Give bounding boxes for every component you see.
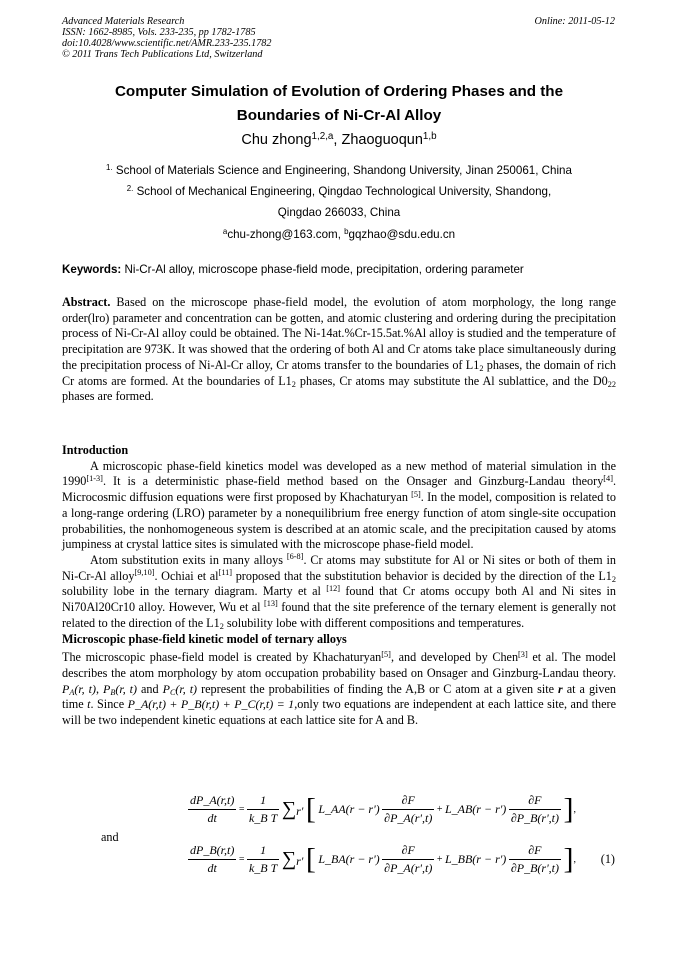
eq2-term2-num: ∂F xyxy=(509,843,561,860)
citation-5[interactable]: [5] xyxy=(411,489,421,499)
eq1-term1-num: ∂F xyxy=(382,793,434,810)
intro-p2-text-2: . Cr atoms may substitute for Al or Ni sites or both of them in Ni-Cr-Al alloy xyxy=(62,552,616,583)
symbol-pa xyxy=(62,682,96,696)
author-2: Zhaoguoqun xyxy=(341,132,423,148)
intro-p1-text-3: . Microcosmic diffusion equations were first proposed by Khachaturyan xyxy=(62,474,616,505)
citation-3[interactable]: [3] xyxy=(518,649,528,659)
eq1-lhs-num: dP_A(r,t) xyxy=(188,793,236,810)
copyright-line: © 2011 Trans Tech Publications Ltd, Switzerland xyxy=(62,49,263,60)
eq2-coef-num: 1 xyxy=(247,843,279,860)
symbol-pc xyxy=(163,682,197,696)
abstract xyxy=(62,295,616,405)
model-and: and xyxy=(137,681,163,696)
affiliation-1-text: School of Materials Science and Engineering, Shandong University, Jinan 250061, China xyxy=(115,164,572,177)
intro-p1-text-1: A microscopic phase-field kinetics model was developed as a new method of material simulation in the 1990 xyxy=(62,458,616,489)
journal-name: Advanced Materials Research xyxy=(62,16,185,27)
eq2-term2: L_BB(r − r') xyxy=(444,852,507,866)
probability-sum-equation: P_A(r,t) + P_B(r,t) + P_C(r,t) = 1 xyxy=(127,697,295,712)
eq2-term1-den: ∂P_A(r',t) xyxy=(384,861,433,875)
eq1-term2: L_AB(r − r') xyxy=(444,802,507,816)
email-a-marker: a xyxy=(222,226,228,236)
abstract-text-1: Based on the microscope phase-field model, the evolution of atom morphology, the long range order(lro) parameter and concentration can be gotten, and atomic clustering and ordering during the precipitation process of Ni-Cr-Al alloy could be obtained. The Ni-14at.%Cr-15.5at.%Al alloy is studied and the temperature of precipitation are 973K. It was showed that the ordering of both Al and Cr atoms take place simultaneously during the precipitation process of Ni-Al-Cr alloy, Cr atoms transfer to the boundaries of L1 xyxy=(62,295,617,372)
eq1-plus: + xyxy=(436,804,443,815)
intro-p2-text-7: found that the site preference of the ternary element is generally not related to the direction of the L1 xyxy=(62,600,616,630)
author-1: Chu zhong xyxy=(241,132,312,148)
intro-p2-text-5: solubility lobe in the ternary diagram. Marty et al xyxy=(62,584,327,599)
affiliation-2-number: 2. xyxy=(126,183,134,193)
pc-args: (r, t) xyxy=(175,681,198,696)
eq1-term2-den: ∂P_B(r',t) xyxy=(510,811,559,825)
eq2-plus: + xyxy=(436,854,443,865)
introduction-heading: Introduction xyxy=(62,443,129,457)
citation-1-3[interactable]: [1-3] xyxy=(86,473,103,483)
intro-paragraph-2 xyxy=(62,553,616,632)
intro-paragraph-1 xyxy=(62,459,616,553)
model-heading: Microscopic phase-field kinetic model of ternary alloys xyxy=(62,632,347,647)
email-a-link[interactable]: chu-zhong@163.com, xyxy=(227,228,345,241)
model-text-3: et al. The model describes the atom morphology by atom occupation probability based on Onsager and Ginzburg-Landau theory. xyxy=(62,650,616,680)
symbol-r: r xyxy=(558,681,563,696)
citation-12[interactable]: [12] xyxy=(326,583,341,593)
model-text-2: , and developed by Chen xyxy=(390,650,519,665)
online-date: Online: 2011-05-12 xyxy=(534,16,615,27)
affiliation-1-number: 1. xyxy=(106,162,113,172)
citation-9-10[interactable]: [9,10] xyxy=(134,568,155,578)
eq2-lhs-den: dt xyxy=(207,861,217,875)
eq2-left-bracket: [ xyxy=(305,842,316,876)
author-2-affil: 1,b xyxy=(422,130,437,142)
model-comma: , xyxy=(95,681,104,696)
model-text-5: at a given time xyxy=(62,681,617,712)
affiliation-2-line-2: Qingdao 266033, China xyxy=(277,206,401,219)
eq1-sum-symbol: ∑ xyxy=(281,798,297,820)
eq2-sum-index: r' xyxy=(296,854,304,869)
intro-p2-text-6: found that Cr atoms occupy both Al and Ni sites in Ni70Al20Cr10 alloy. However, Wu et al xyxy=(62,584,616,615)
intro-p2-sub-1: 2 xyxy=(611,575,617,585)
email-b-link[interactable]: gqzhao@sdu.edu.cn xyxy=(348,228,456,241)
eq2-comma: , xyxy=(573,854,576,865)
intro-p2-text-4: proposed that the substitution behavior is decided by the direction of the L1 xyxy=(232,568,612,583)
eq2-term1: L_BA(r − r') xyxy=(318,852,380,866)
pb-sub: B xyxy=(110,687,116,697)
eq1-term1-frac xyxy=(382,793,434,826)
eq1-coef xyxy=(247,793,279,826)
intro-p2-text-8: solubility lobe with different compositions and temperatures. xyxy=(223,615,525,630)
abstract-sub-3: 22 xyxy=(607,380,616,389)
abstract-sub-2: 2 xyxy=(291,380,296,389)
pb-letter: P xyxy=(103,681,111,696)
eq2-coef-den: k_B T xyxy=(248,861,278,875)
email-line xyxy=(62,225,616,245)
model-paragraph xyxy=(62,650,616,729)
intro-p1-text-2: . It is a deterministic phase-field method based on the Onsager and Ginzburg-Landau theory xyxy=(102,474,604,489)
abstract-text-2: phases, the domain of rich Cr atoms are formed. At the boundaries of L1 xyxy=(62,357,616,388)
author-separator: , xyxy=(333,132,342,148)
eq1-term1: L_AA(r − r') xyxy=(318,802,380,816)
abstract-text-4: phases are formed. xyxy=(62,389,154,404)
eq1-right-bracket: ] xyxy=(563,792,574,826)
title-line-2: Boundaries of Ni-Cr-Al Alloy xyxy=(236,107,442,124)
intro-p2-text-1: Atom substitution exits in many alloys xyxy=(90,552,287,567)
eq2-term1-num: ∂F xyxy=(382,843,434,860)
pa-sub: A xyxy=(69,687,75,697)
model-text-1: The microscopic phase-field model is created by Khachaturyan xyxy=(62,650,382,665)
title-line-1: Computer Simulation of Evolution of Ordering Phases and the xyxy=(114,83,564,100)
affiliation-1 xyxy=(62,160,616,181)
eq1-coef-den: k_B T xyxy=(248,811,278,825)
affiliation-2 xyxy=(62,181,616,223)
and-connector: and xyxy=(101,830,119,844)
eq2-lhs-num: dP_B(r,t) xyxy=(188,843,236,860)
issn-line: ISSN: 1662-8985, Vols. 233-235, pp 1782-1785 xyxy=(62,27,256,38)
pa-args: (r, t) xyxy=(74,681,96,696)
intro-p2-sub-2: 2 xyxy=(219,622,224,632)
eq1-term2-num: ∂F xyxy=(509,793,561,810)
model-text-7: ,only two equations are independent at each lattice site, and there will be two independent kinetic equations at each lattice site for A and B. xyxy=(62,697,616,727)
symbol-t: t xyxy=(87,697,91,712)
eq1-lhs xyxy=(188,793,236,826)
citation-5b[interactable]: [5] xyxy=(381,649,391,659)
eq1-term2-frac xyxy=(509,793,561,826)
equation-a: $\frac{dP\_A(r,t)}{dt}$ = $\frac{1}{\text{k\_B T}}$ $\sum_{r'}$ [ L_AA(r − r') $\frac{\partial F}{\partial P\_A(r',t)}$ + L_AB(r − r') $\frac{\partial F}{\partial P\_B(r',t)}$ ], xyxy=(190,792,576,826)
eq1-comma: , xyxy=(573,804,576,815)
eq1-lhs-den: dt xyxy=(207,811,217,825)
eq2-coef xyxy=(247,843,279,876)
intro-p2-text-3: . Ochiai et al xyxy=(154,568,219,583)
author-list xyxy=(62,130,616,150)
eq2-right-bracket: ] xyxy=(563,842,574,876)
abstract-sub-1: 2 xyxy=(479,364,484,374)
model-text-6: . Since xyxy=(90,697,128,712)
equation-number: (1) xyxy=(600,852,615,866)
abstract-text-3: phases, Cr atoms may substitute the Al sublattice, and the D0 xyxy=(295,373,608,388)
eq2-sum-symbol: ∑ xyxy=(281,848,297,870)
intro-p1-text-4: . In the model, composition is related to a long-range ordering (LRO) parameter by a nonequilibrium free energy function of atom single-site occupation probabilities, the nonhomogeneous system is described at an atomic scale, and the precipitation caused by atoms jumpiness at crystal lattice sites is simulated with the microscope phase-field model. xyxy=(62,490,616,552)
model-text-4: represent the probabilities of finding the A,B or C atom at a given site xyxy=(197,681,559,696)
symbol-pb xyxy=(103,682,137,696)
citation-11[interactable]: [11] xyxy=(218,568,233,578)
keywords-text: Ni-Cr-Al alloy, microscope phase-field mode, precipitation, ordering parameter xyxy=(121,263,524,276)
eq1-term1-den: ∂P_A(r',t) xyxy=(384,811,433,825)
eq1-coef-num: 1 xyxy=(247,793,279,810)
email-b-marker: b xyxy=(344,226,349,236)
abstract-paragraph xyxy=(62,295,616,405)
affiliation-2-line-1: School of Mechanical Engineering, Qingdao Technological University, Shandong, xyxy=(136,185,552,198)
citation-4[interactable]: [4] xyxy=(603,473,613,483)
journal-header xyxy=(62,16,271,60)
author-1-affil: 1,2,a xyxy=(311,130,334,142)
pc-letter: P xyxy=(162,681,170,696)
citation-6-8[interactable]: [6-8] xyxy=(286,552,304,562)
eq2-term2-den: ∂P_B(r',t) xyxy=(510,861,559,875)
doi-line: doi:10.4028/www.scientific.net/AMR.233-235.1782 xyxy=(62,38,272,49)
pa-letter: P xyxy=(62,681,70,696)
eq1-left-bracket: [ xyxy=(305,792,316,826)
citation-13[interactable]: [13] xyxy=(264,599,278,609)
paper-title xyxy=(62,80,616,128)
introduction-section xyxy=(62,443,616,729)
abstract-label: Abstract. xyxy=(62,295,111,309)
keywords xyxy=(62,262,618,278)
equation-b: $\frac{dP\_B(r,t)}{dt}$ = $\frac{1}{\text{k\_B T}}$ $\sum_{r'}$ [ L_BA(r − r') $\frac{\partial F}{\partial P\_A(r',t)}$ + L_BB(r − r') $\frac{\partial F}{\partial P\_B(r',t)}$ ], xyxy=(190,842,576,876)
pb-args: (r, t) xyxy=(115,681,137,696)
keywords-label: Keywords: xyxy=(62,263,122,276)
eq2-term2-frac xyxy=(509,843,561,876)
pc-sub: C xyxy=(169,687,176,697)
eq2-lhs xyxy=(188,843,236,876)
eq2-term1-frac xyxy=(382,843,434,876)
eq1-sum-index: r' xyxy=(296,804,304,819)
